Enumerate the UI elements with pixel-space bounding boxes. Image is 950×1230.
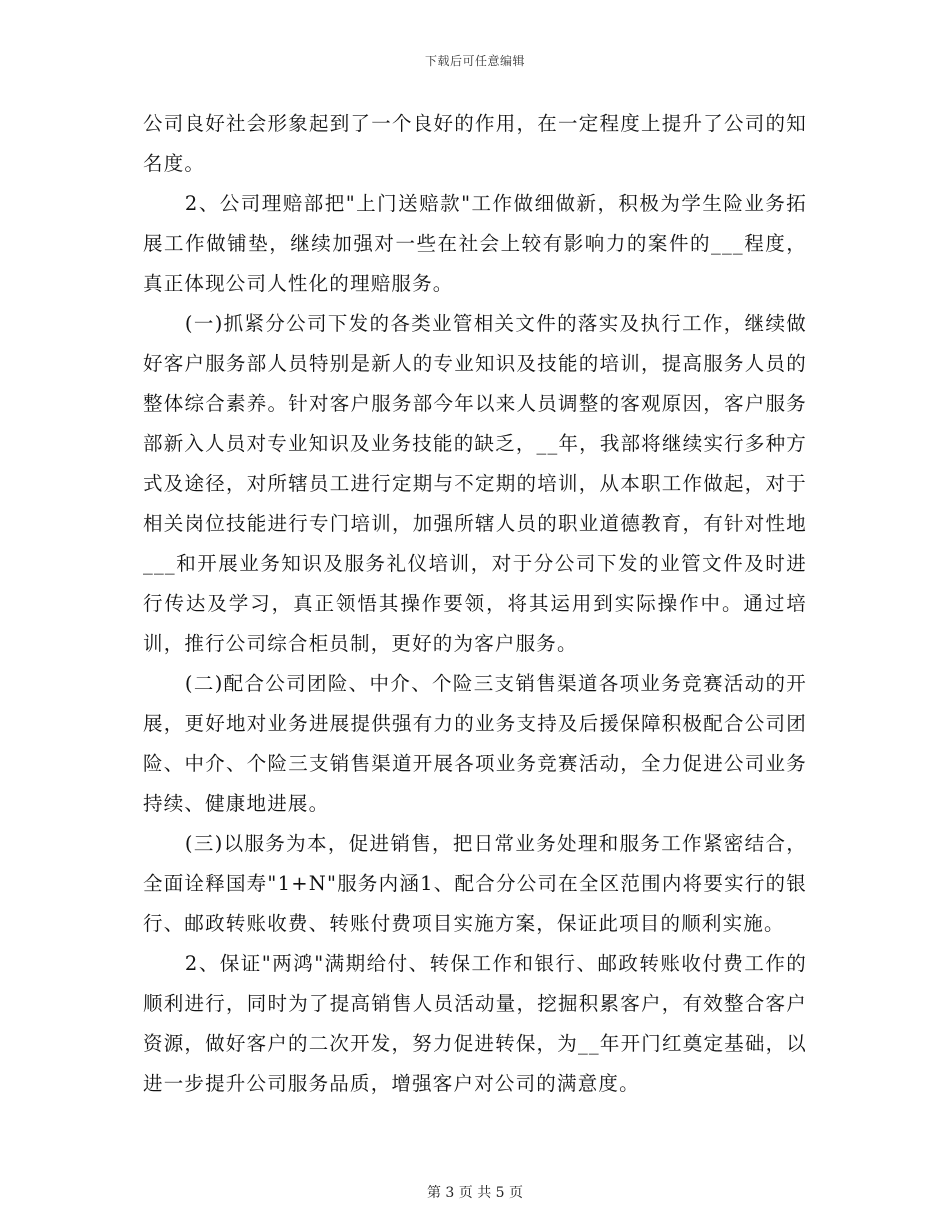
paragraph-renewal: 2、保证"两鸿"满期给付、转保工作和银行、邮政转账收付费工作的顺利进行，同时为了提高销售人员活动量，挖掘积累客户，有效整合客户资源，做好客户的二次开发，努力促进转保，为__年开门红奠定基础，以进一步提升公司服务品质，增强客户对公司的满意度。 bbox=[143, 952, 807, 1095]
paragraph-training: (一)抓紧分公司下发的各类业管相关文件的落实及执行工作，继续做好客户服务部人员特别是新人的专业知识及技能的培训，提高服务人员的整体综合素养。针对客户服务部今年以来人员调整的客观原因，客户服务部新入人员对专业知识及业务技能的缺乏，__年，我部将继续实行多种方式及途径，对所辖员工进行定期与不定期的培训，从本职工作做起，对于相关岗位技能进行专门培训，加强所辖人员的职业道德教育，有针对性地___和开展业务知识及服务礼仪培训，对于分公司下发的业管文件及时进行传达及学习，真正领悟其操作要领，将其运用到实际操作中。通过培训，推行公司综合柜员制，更好的为客户服务。 bbox=[143, 312, 807, 655]
document-body bbox=[143, 104, 807, 1104]
page-number: 第 3 页 共 5 页 bbox=[426, 1185, 524, 1201]
paragraph-continuation: 公司良好社会形象起到了一个良好的作用，在一定程度上提升了公司的知名度。 bbox=[143, 112, 807, 175]
paragraph-service: (三)以服务为本，促进销售，把日常业务处理和服务工作紧密结合，全面诠释国寿"1+N"服务内涵1、配合分公司在全区范围内将要实行的银行、邮政转账收费、转账付费项目实施方案，保证此项目的顺利实施。 bbox=[143, 832, 807, 935]
paragraph-claims: 2、公司理赔部把"上门送赔款"工作做细做新，积极为学生险业务拓展工作做铺垫，继续加强对一些在社会上较有影响力的案件的___程度，真正体现公司人性化的理赔服务。 bbox=[143, 192, 807, 295]
paragraph-sales-support: (二)配合公司团险、中介、个险三支销售渠道各项业务竞赛活动的开展，更好地对业务进展提供强有力的业务支持及后援保障积极配合公司团险、中介、个险三支销售渠道开展各项业务竞赛活动，全力促进公司业务持续、健康地进展。 bbox=[143, 672, 807, 815]
page-header: 下载后可任意编辑 bbox=[424, 54, 525, 68]
